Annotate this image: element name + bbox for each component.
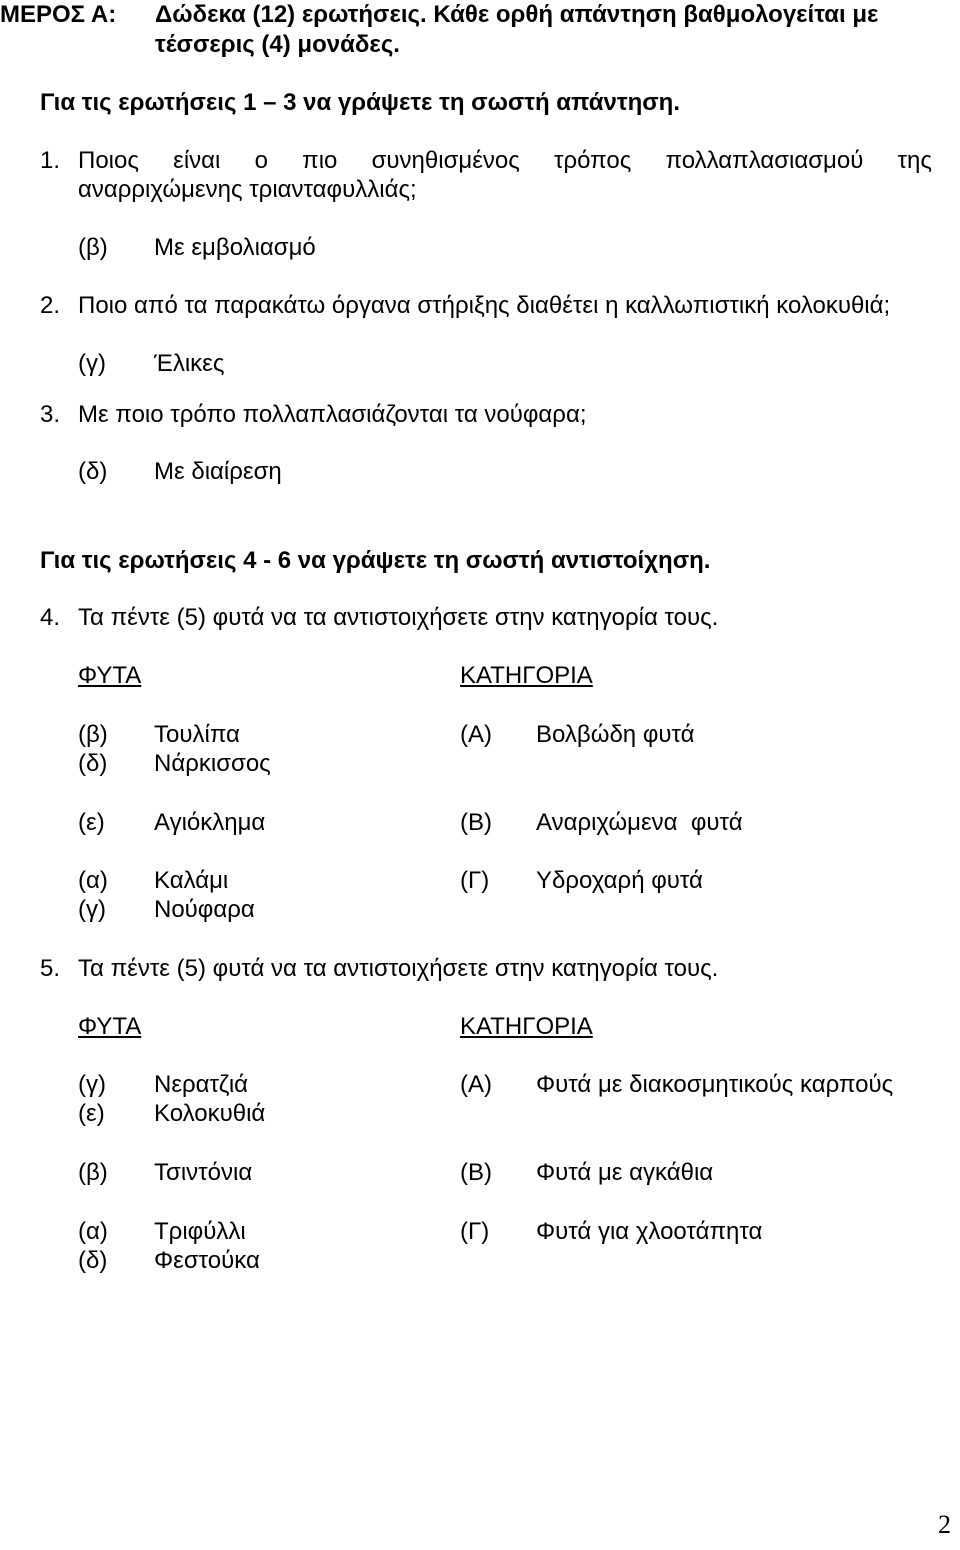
q5-plant-letter: (δ) [78, 1247, 108, 1274]
section2-instruction: Για τις ερωτήσεις 4 - 6 να γράψετε τη σωστή αντιστοίχηση. [40, 547, 711, 574]
q4-question: Τα πέντε (5) φυτά να τα αντιστοιχήσετε στην κατηγορία τους. [78, 604, 719, 631]
q5-question: Τα πέντε (5) φυτά να τα αντιστοιχήσετε στην κατηγορία τους. [78, 955, 719, 982]
q5-category-name: Φυτά με διακοσμητικούς καρπούς [536, 1071, 894, 1098]
q1-word: ο [254, 147, 268, 174]
q4-number: 4. [40, 604, 61, 631]
q1-answer-letter: (β) [78, 234, 108, 261]
q2-answer-letter: (γ) [78, 350, 106, 377]
q5-plant-letter: (α) [78, 1218, 108, 1245]
q5-plant-letter: (ε) [78, 1100, 105, 1127]
q5-plants-header: ΦΥΤΑ [78, 1013, 142, 1040]
q1-word: τρόπος [554, 147, 632, 174]
q5-category-name: Φυτά για χλοοτάπητα [536, 1218, 763, 1245]
q1-word: συνηθισμένος [371, 147, 520, 174]
q4-category-name: Βολβώδη φυτά [536, 721, 695, 748]
q4-category-letter: (Α) [460, 721, 492, 748]
q5-category-letter: (Β) [460, 1159, 492, 1186]
q2-number: 2. [40, 292, 61, 319]
q4-plant-letter: (ε) [78, 809, 105, 836]
q1-number: 1. [40, 147, 61, 174]
q3-number: 3. [40, 401, 61, 428]
q3-answer-letter: (δ) [78, 458, 108, 485]
part-title-line2: τέσσερις (4) μονάδες. [155, 31, 400, 58]
q2-answer-text: Έλικες [154, 350, 225, 377]
q4-plant-name: Τουλίπα [154, 721, 240, 748]
q1-word: Ποιος [78, 147, 139, 174]
q4-category-letter: (Γ) [460, 867, 490, 894]
q4-plant-letter: (β) [78, 721, 108, 748]
page-number: 2 [938, 1510, 951, 1539]
q3-question: Με ποιο τρόπο πολλαπλασιάζονται τα νούφαρα; [78, 401, 587, 428]
q1-word: πολλαπλασιασμού [665, 147, 864, 174]
q4-plant-name: Νάρκισσος [154, 750, 271, 777]
q1-question-line1 [78, 146, 932, 176]
q4-category-letter: (Β) [460, 809, 492, 836]
q4-category-name: Υδροχαρή φυτά [536, 867, 703, 894]
q5-category-header: ΚΑΤΗΓΟΡΙΑ [460, 1013, 593, 1040]
q4-plant-letter: (α) [78, 867, 108, 894]
q5-category-letter: (Γ) [460, 1218, 490, 1245]
q1-word: πιο [302, 147, 338, 174]
q5-plant-letter: (β) [78, 1159, 108, 1186]
q5-category-name: Φυτά με αγκάθια [536, 1159, 714, 1186]
q1-word: είναι [173, 147, 221, 174]
q4-plant-letter: (γ) [78, 896, 106, 923]
q5-plant-name: Τσιντόνια [154, 1159, 253, 1186]
section1-instruction: Για τις ερωτήσεις 1 – 3 να γράψετε τη σωστή απάντηση. [40, 89, 680, 116]
q1-question-line2: αναρριχώμενης τριανταφυλλιάς; [78, 176, 417, 203]
q5-plant-letter: (γ) [78, 1071, 106, 1098]
q5-category-letter: (Α) [460, 1071, 492, 1098]
q4-category-header: ΚΑΤΗΓΟΡΙΑ [460, 662, 593, 689]
part-title-line1: Δώδεκα (12) ερωτήσεις. Κάθε ορθή απάντηση βαθμολογείται με [155, 1, 879, 28]
q5-plant-name: Κολοκυθιά [154, 1100, 266, 1127]
part-label: ΜΕΡΟΣ Α: [0, 1, 117, 28]
q5-plant-name: Φεστούκα [154, 1247, 260, 1274]
q3-answer-text: Με διαίρεση [154, 458, 282, 485]
q4-plant-letter: (δ) [78, 750, 108, 777]
q4-category-name: Αναριχώμενα φυτά [536, 809, 743, 836]
q4-plant-name: Καλάμι [154, 867, 229, 894]
q4-plants-header: ΦΥΤΑ [78, 662, 142, 689]
q5-plant-name: Νερατζιά [154, 1071, 249, 1098]
q1-answer-text: Με εμβολιασμό [154, 234, 316, 261]
q5-number: 5. [40, 955, 61, 982]
q2-question: Ποιο από τα παρακάτω όργανα στήριξης διαθέτει η καλλωπιστική κολοκυθιά; [78, 292, 891, 319]
q4-plant-name: Αγιόκλημα [154, 809, 266, 836]
q4-plant-name: Νούφαρα [154, 896, 255, 923]
q1-word: της [897, 147, 932, 174]
q5-plant-name: Τριφύλλι [154, 1218, 246, 1245]
